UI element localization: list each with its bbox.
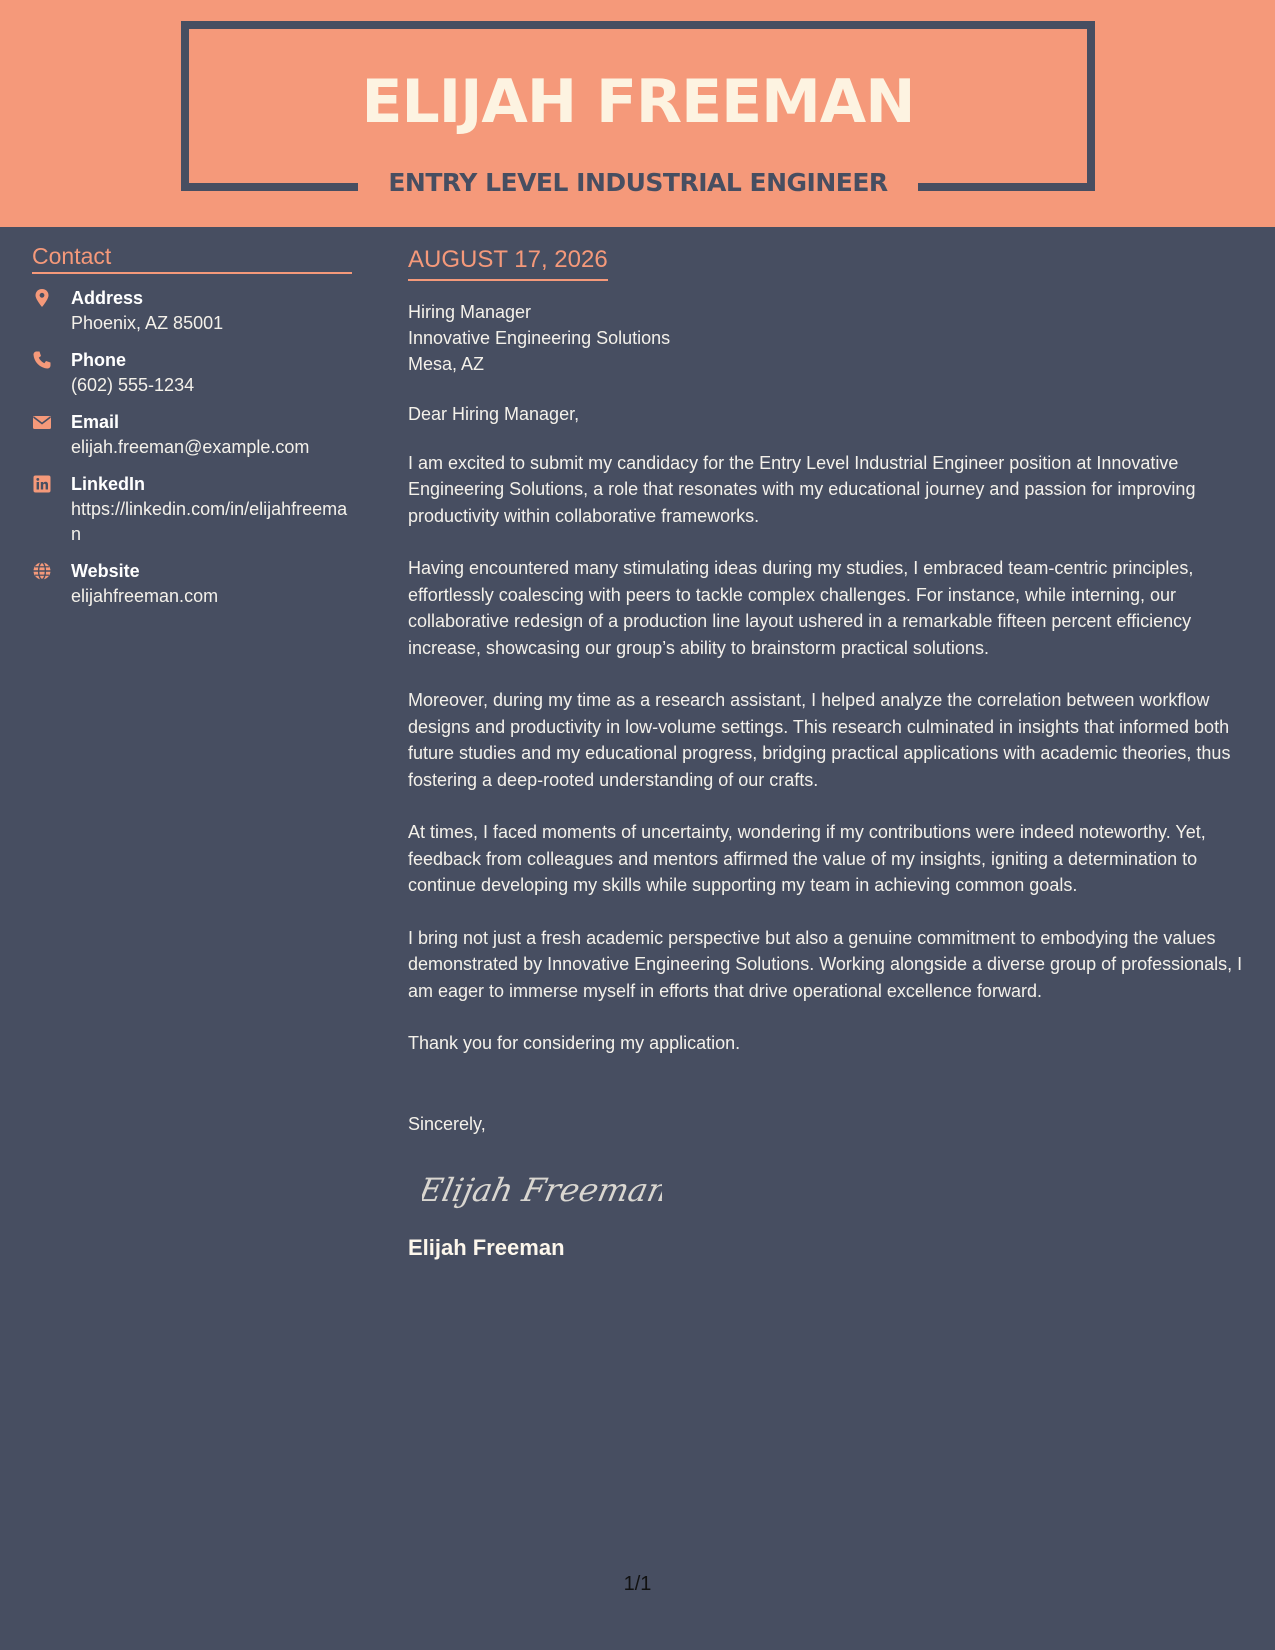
letter-date: AUGUST 17, 2026 xyxy=(408,244,608,281)
recipient-line: Mesa, AZ xyxy=(408,354,485,374)
page-number: 1/1 xyxy=(623,1573,652,1595)
contact-item-address xyxy=(32,286,352,336)
letter-paragraph: At times, I faced moments of uncertainty, wondering if my contributions were indeed noteworthy. Yet, feedback from colleagues and mentors affirmed the value of my insights, igniting a determination to continue developing my skills while supporting my team in achieving common goals. xyxy=(408,822,1206,895)
contact-sidebar xyxy=(32,240,352,621)
applicant-name: ELIJAH FREEMAN xyxy=(361,67,915,137)
contact-label: LinkedIn xyxy=(71,474,146,494)
letter-paragraph: I am excited to submit my candidacy for the Entry Level Industrial Engineer position at Innovative Engineering Solutions, a role that resonates with my educational journey and passion for improving productivity within collaborative frameworks. xyxy=(408,452,1196,526)
contact-value: (602) 555-1234 xyxy=(71,375,195,395)
header-frame xyxy=(918,183,1095,191)
globe-icon xyxy=(32,561,52,581)
letter-body xyxy=(408,244,1250,1263)
job-title: ENTRY LEVEL INDUSTRIAL ENGINEER xyxy=(388,168,888,197)
contact-value[interactable]: elijahfreeman.com xyxy=(71,586,219,606)
letter-paragraph: I bring not just a fresh academic perspective but also a genuine commitment to embodying the values demonstrated by Innovative Engineering Solutions. Working alongside a diverse group of professionals, I am eager to immerse myself in efforts that drive operational excellence forward. xyxy=(408,927,1243,1001)
contact-value: Phoenix, AZ 85001 xyxy=(71,313,224,333)
signature xyxy=(422,1159,662,1219)
contact-heading: Contact xyxy=(32,240,352,274)
letter-paragraph: Moreover, during my time as a research assistant, I helped analyze the correlation between workflow designs and productivity in low-volume settings. This research culminated in insights that informed both future studies and my educational progress, bridging practical applications with academic theories, thus fostering a deep-rooted understanding of our crafts. xyxy=(408,690,1231,790)
header-frame xyxy=(181,21,1095,29)
contact-label: Email xyxy=(71,412,120,432)
contact-label: Phone xyxy=(71,350,127,370)
signature-text: Elijah Freeman xyxy=(422,1170,662,1209)
recipient-block xyxy=(408,299,1250,377)
contact-item-linkedin xyxy=(32,472,352,547)
contact-item-phone xyxy=(32,348,352,398)
header-frame xyxy=(1087,21,1095,191)
letter-paragraph: Thank you for considering my application. xyxy=(408,1033,741,1053)
contact-label: Address xyxy=(71,288,144,308)
header-frame xyxy=(181,21,189,191)
map-pin-icon xyxy=(32,288,52,308)
signer-name: Elijah Freeman xyxy=(408,1234,565,1260)
salutation: Dear Hiring Manager, xyxy=(408,404,580,424)
phone-icon xyxy=(32,350,52,370)
contact-value[interactable]: elijah.freeman@example.com xyxy=(71,437,310,457)
contact-value[interactable]: https://linkedin.com/in/elijahfreeman xyxy=(71,499,348,544)
contact-item-website xyxy=(32,559,352,609)
linkedin-icon xyxy=(32,474,52,494)
recipient-line: Innovative Engineering Solutions xyxy=(408,328,671,348)
closing: Sincerely, xyxy=(408,1113,486,1134)
header-banner xyxy=(0,0,1275,227)
letter-paragraph: Having encountered many stimulating ideas during my studies, I embraced team-centric principles, effortlessly coalescing with peers to tackle complex challenges. For instance, while interning, our collaborative redesign of a production line layout ushered in a remarkable fifteen percent efficiency increase, showcasing our group’s ability to brainstorm practical solutions. xyxy=(408,558,1194,658)
recipient-line: Hiring Manager xyxy=(408,302,532,322)
contact-item-email xyxy=(32,410,352,460)
header-frame xyxy=(181,183,358,191)
contact-label: Website xyxy=(71,561,140,581)
envelope-icon xyxy=(32,412,52,432)
